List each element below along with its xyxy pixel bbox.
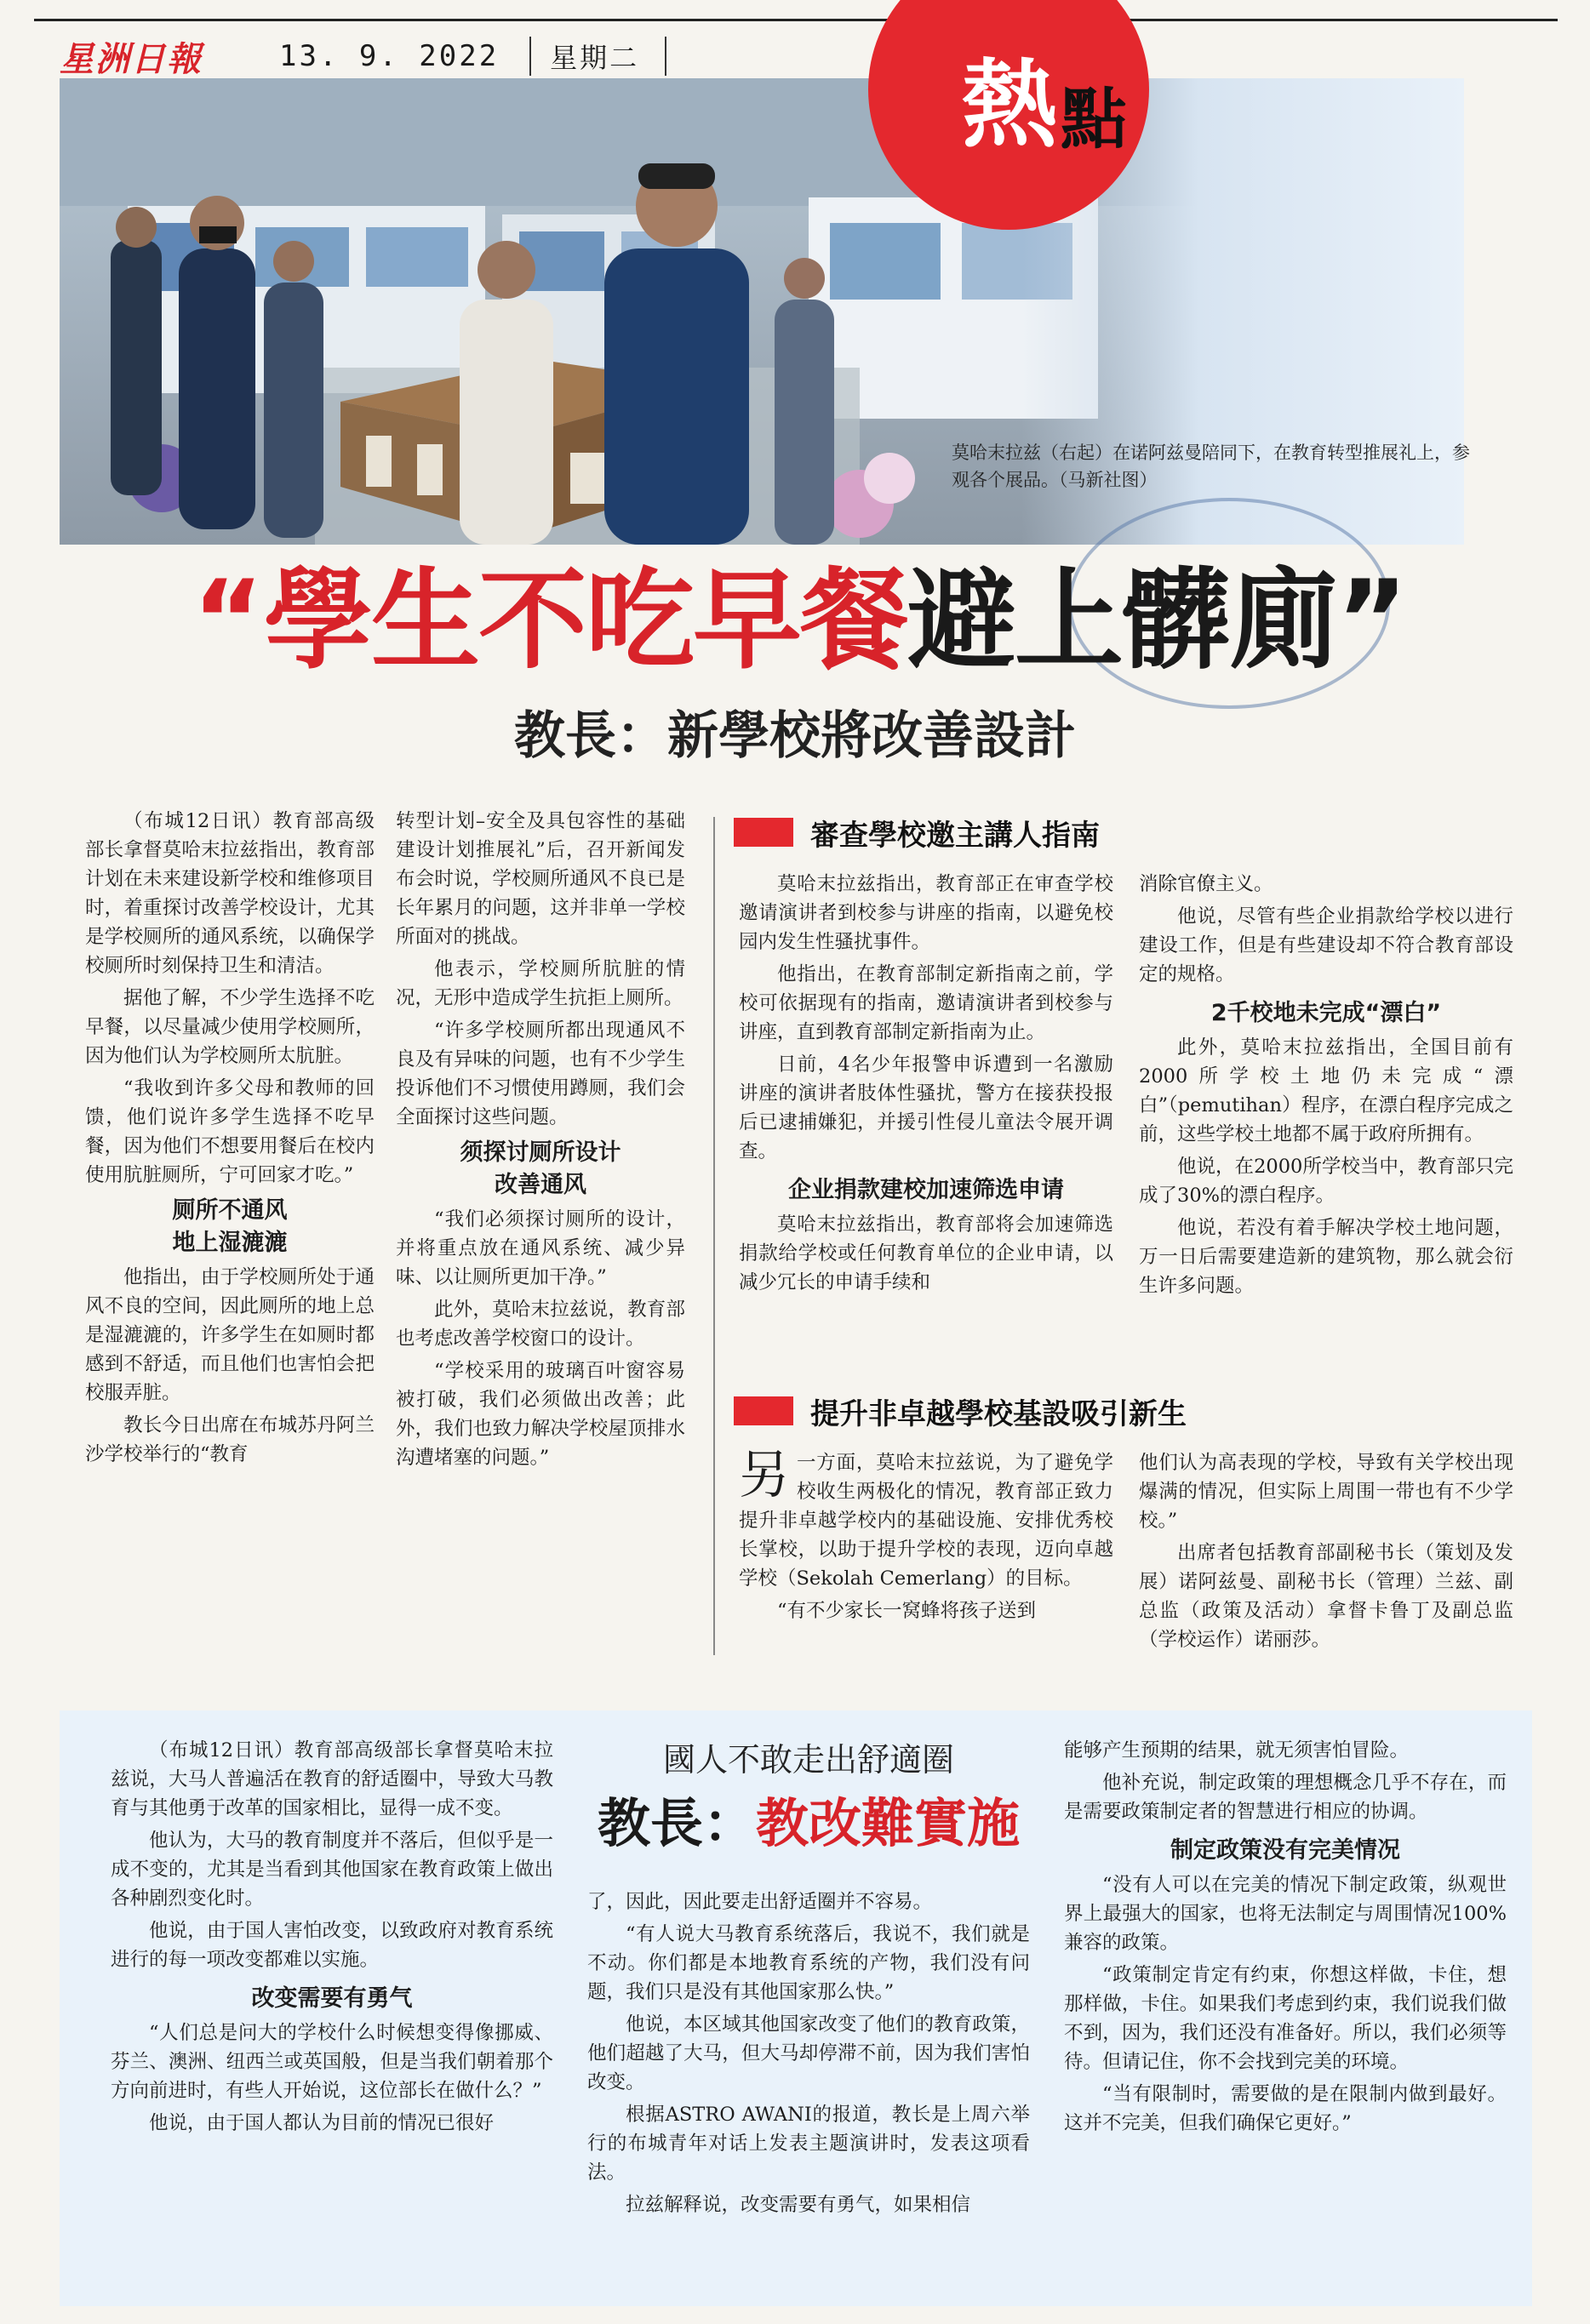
divider — [665, 37, 666, 76]
section-title: 審查學校邀主講人指南 — [810, 818, 1100, 853]
paragraph: 他说，本区域其他国家改变了他们的教育政策，他们超越了大马，但大马却停滞不前，因为我们害怕改变。 — [587, 2013, 1030, 2093]
paragraph: “我收到许多父母和教师的回馈，他们说许多学生选择不吃早餐，因为他们不想要用餐后在校内使用肮脏厕所，宁可回家才吃。” — [85, 1077, 375, 1186]
section-title: 提升非卓越學校基設吸引新生 — [810, 1396, 1187, 1431]
masthead — [60, 29, 911, 83]
paragraph: “人们总是问大的学校什么时候想变得像挪威、芬兰、澳洲、纽西兰或英国般，但是当我们朝着那个方向前进时，有些人开始说，这位部长在做什么？” — [111, 2022, 553, 2102]
paragraph: 他说，由于国人都认为目前的情况已很好 — [149, 2112, 495, 2134]
paragraph: 他补充说，制定政策的理想概念几乎不存在，而是需要政策制定者的智慧进行相应的协调。 — [1064, 1772, 1507, 1823]
paragraph: 莫哈末拉兹指出，教育部正在审查学校邀请演讲者到校参与讲座的指南，以避免校园内发生性骚扰事件。 — [739, 873, 1113, 953]
divider — [529, 37, 531, 76]
paragraph: 他表示，学校厕所肮脏的情况，无形中造成学生抗拒上厕所。 — [396, 958, 685, 1009]
paragraph: “我们必须探讨厕所的设计，并将重点放在通风系统、减少异味、以让厕所更加干净。” — [396, 1208, 685, 1288]
paragraph: 出席者包括教育部副秘书长（策划及发展）诺阿兹曼、副秘书长（管理）兰兹、副总监（政策及活动）拿督卡鲁丁及副总监（学校运作）诺丽莎。 — [1139, 1542, 1513, 1651]
subheadline: 教長：新學校將改善設計 — [514, 706, 1076, 766]
subheading: 改变需要有勇气 — [251, 1985, 413, 2012]
newspaper-logo: 星洲日報 — [60, 38, 203, 79]
section2-column-b — [1139, 1448, 1513, 1661]
paragraph: （布城12日讯）教育部高级部长拿督莫哈末拉兹说，大马人普遍活在教育的舒适圈中，导致大马教育与其他勇于改革的国家相比，显得一成不变。 — [111, 1739, 553, 1819]
section1-column-b — [1139, 870, 1513, 1312]
paragraph: 日前，4名少年报警申诉遭到一名激励讲座的演讲者肢体性骚扰，警方在接获投报后已逮捕嫌犯，并援引性侵儿童法令展开调查。 — [739, 1054, 1113, 1162]
related-kicker: 國人不敢走出舒適圈 — [662, 1741, 954, 1779]
photo-caption: 莫哈末拉兹（右起）在诺阿兹曼陪同下，在教育转型推展礼上，参观各个展品。（马新社图） — [952, 443, 1470, 490]
subheading: 制定政策没有完美情况 — [1170, 1837, 1400, 1864]
paragraph: 能够产生预期的结果，就无须害怕冒险。 — [1064, 1739, 1410, 1762]
column-rule — [713, 817, 715, 1655]
paragraph: 他说，在2000所学校当中，教育部只完成了30%的漂白程序。 — [1139, 1156, 1513, 1207]
related-column-3 — [1064, 1736, 1507, 2289]
issue-date: 13. 9. 2022 — [279, 39, 500, 73]
section1-column-a — [739, 870, 1113, 1312]
section-marker — [734, 1396, 793, 1425]
headline-open-quote: “ — [192, 557, 264, 684]
section-heading — [734, 808, 1500, 856]
badge-text — [962, 43, 1319, 161]
paragraph: 莫哈末拉兹指出，教育部将会加速筛选捐款给学校或任何教育单位的企业申请，以减少冗长的申请手续和 — [739, 1213, 1113, 1293]
headline-part-red: 學生不吃早餐 — [263, 557, 907, 684]
paragraph: 转型计划–安全及具包容性的基础建设计划推展礼”后，召开新闻发布会时说，学校厕所通风不良已是长年累月的问题，这并非单一学校所面对的挑战。 — [396, 810, 685, 948]
paragraph: 另一方面，莫哈末拉兹说，为了避免学校收生两极化的情况，教育部正致力提升非卓越学校内的基础设施、安排优秀校长掌校，以助于提升学校的表现，迈向卓越学校（Sekolah Cemerlang）的目标。 — [739, 1446, 1113, 1590]
article-column-1 — [85, 807, 375, 1668]
related-column-1 — [111, 1736, 553, 2289]
paragraph: 他说，由于国人害怕改变，以致政府对教育系统进行的每一项改变都难以实施。 — [111, 1920, 553, 1971]
paragraph: 他指出，在教育部制定新指南之前，学校可依据现有的指南，邀请演讲者到校参与讲座，直到教育部制定新指南为止。 — [739, 963, 1113, 1043]
subheading: 2千校地未完成“漂白” — [1210, 1000, 1442, 1026]
paragraph: 此外，莫哈末拉兹指出，全国目前有2000所学校土地仍未完成“漂白”（pemutihan）程序，在漂白程序完成之前，这些学校土地都不属于政府所拥有。 — [1139, 1036, 1513, 1145]
related-title-red: 教改難實施 — [756, 1792, 1021, 1854]
paragraph: 教长今日出席在布城苏丹阿兰沙学校举行的“教育 — [85, 1414, 375, 1465]
paragraph: 了，因此，因此要走出舒适圈并不容易。 — [587, 1891, 933, 1913]
paragraph: 他们认为高表现的学校，导致有关学校出现爆满的情况，但实际上周围一带也有不少学校。” — [1139, 1452, 1513, 1532]
related-title-black: 教長： — [597, 1792, 756, 1854]
paragraph: （布城12日讯）教育部高级部长拿督莫哈末拉兹指出，教育部计划在未来建设新学校和维修项目时，着重探讨改善学校设计，尤其是学校厕所的通风系统，以确保学校厕所时刻保持卫生和清洁。 — [85, 810, 375, 977]
top-rule — [34, 19, 1558, 21]
paragraph: “学校采用的玻璃百叶窗容易被打破，我们必须做出改善；此外，我们也致力解决学校屋顶排水沟遭堵塞的问题。” — [396, 1360, 685, 1469]
paragraph: 拉兹解释说，改变需要有勇气，如果相信 — [626, 2194, 971, 2216]
paragraph: “当有限制时，需要做的是在限制内做到最好。这并不完美，但我们确保它更好。” — [1064, 2083, 1507, 2134]
paragraph: “有人说大马教育系统落后，我说不，我们就是不动。你们都是本地教育系统的产物，我们没有问题，我们只是没有其他国家那么快。” — [587, 1923, 1030, 2003]
paragraph: 他认为，大马的教育制度并不落后，但似乎是一成不变的，尤其是当看到其他国家在教育政策上做出各种剧烈变化时。 — [111, 1830, 553, 1910]
paragraph: 据他了解，不少学生选择不吃早餐，以尽量减少使用学校厕所，因为他们认为学校厕所太肮脏。 — [85, 987, 375, 1067]
paragraph: 他说，若没有着手解决学校土地问题，万一日后需要建造新的建筑物，那么就会衍生许多问题。 — [1139, 1217, 1513, 1297]
subheading: 厕所不通风 地上湿漉漉 — [172, 1197, 288, 1256]
paragraph: 根据ASTRO AWANI的报道，教长是上周六举行的布城青年对话上发表主题演讲时，发表这项看法。 — [587, 2104, 1030, 2184]
subheading: 企业捐款建校加速筛选申请 — [788, 1177, 1064, 1203]
paragraph: “许多学校厕所都出现通风不良及有异味的问题，也有不少学生投诉他们不习惯使用蹲厕，我们会全面探讨这些问题。 — [396, 1019, 685, 1128]
section-marker — [734, 818, 793, 847]
section2-column-a — [739, 1448, 1113, 1661]
issue-weekday: 星期二 — [550, 42, 640, 74]
article-column-2 — [396, 807, 685, 1668]
badge-small-char: 點 — [1061, 82, 1128, 158]
headline-close-quote: ” — [1336, 557, 1409, 684]
subheading: 须探讨厕所设计 改善通风 — [460, 1139, 621, 1198]
related-column-2 — [587, 1887, 1030, 2296]
paragraph: “没有人可以在完美的情况下制定政策，纵观世界上最强大的国家，也将无法制定与周围情况100%兼容的政策。 — [1064, 1874, 1507, 1954]
paragraph: “有不少家长一窝蜂将孩子送到 — [777, 1600, 1037, 1622]
paragraph: “政策制定肯定有约束，你想这样做，卡住，想那样做，卡住。如果我们考虑到约束，我们说我们做不到，因为，我们还没有准备好。所以，我们必须等待。但请记住，你不会找到完美的环境。 — [1064, 1964, 1507, 2073]
section-heading — [734, 1387, 1500, 1435]
paragraph: 此外，莫哈末拉兹说，教育部也考虑改善学校窗口的设计。 — [396, 1299, 685, 1350]
paragraph: 他说，尽管有些企业捐款给学校以进行建设工作，但是有些建设却不符合教育部设定的规格。 — [1139, 905, 1513, 985]
paragraph: 消除官僚主义。 — [1139, 873, 1273, 895]
related-title — [553, 1787, 1064, 1860]
paragraph: 他指出，由于学校厕所处于通风不良的空间，因此厕所的地上总是湿漉漉的，许多学生在如厕时都感到不舒适，而且他们也害怕会把校服弄脏。 — [85, 1266, 375, 1404]
drop-cap: 另 — [739, 1446, 790, 1505]
headline — [51, 545, 1549, 698]
badge-big-char: 熱 — [962, 50, 1057, 161]
headline-part-black: 避上髒廁 — [907, 557, 1337, 684]
